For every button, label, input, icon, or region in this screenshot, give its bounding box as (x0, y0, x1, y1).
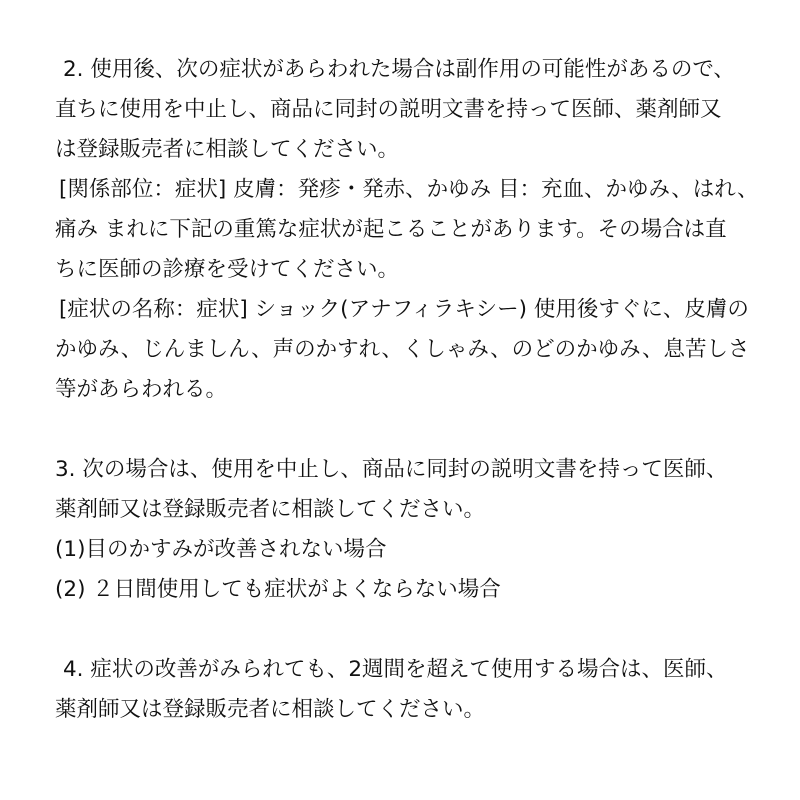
list-item: (2) ２日間使用しても症状がよくならない場合 (55, 577, 501, 602)
section-3 (55, 450, 775, 610)
section-4 (55, 650, 775, 730)
text-line: 2. 使用後、次の症状があらわれた場合は副作用の可能性があるので、 (63, 57, 735, 82)
text-line: 痛み まれに下記の重篤な症状が起こることがあります。その場合は直 (55, 217, 727, 242)
list-item: (1)目のかすみが改善されない場合 (55, 537, 387, 562)
text-line: 薬剤師又は登録販売者に相談してください。 (55, 497, 486, 522)
text-line: 直ちに使用を中止し、商品に同封の説明文書を持って医師、薬剤師又 (55, 97, 722, 122)
instructions-document (55, 50, 775, 770)
text-line: かゆみ、じんましん、声のかすれ、くしゃみ、のどのかゆみ、息苦しさ (55, 337, 750, 362)
text-line: 4. 症状の改善がみられても、2週間を超えて使用する場合は、医師、 (63, 657, 728, 682)
text-line: 薬剤師又は登録販売者に相談してください。 (55, 697, 486, 722)
text-line: 等があらわれる。 (55, 377, 228, 402)
section-2 (55, 50, 775, 410)
text-line: [関係部位：症状] 皮膚：発疹・発赤、かゆみ 目：充血、かゆみ、はれ、 (59, 177, 759, 202)
text-line: ちに医師の診療を受けてください。 (55, 257, 400, 282)
text-line: 3. 次の場合は、使用を中止し、商品に同封の説明文書を持って医師、 (55, 457, 728, 482)
text-line: は登録販売者に相談してください。 (55, 137, 400, 162)
text-line: [症状の名称：症状] ショック(アナフィラキシー) 使用後すぐに、皮膚の (59, 297, 749, 322)
